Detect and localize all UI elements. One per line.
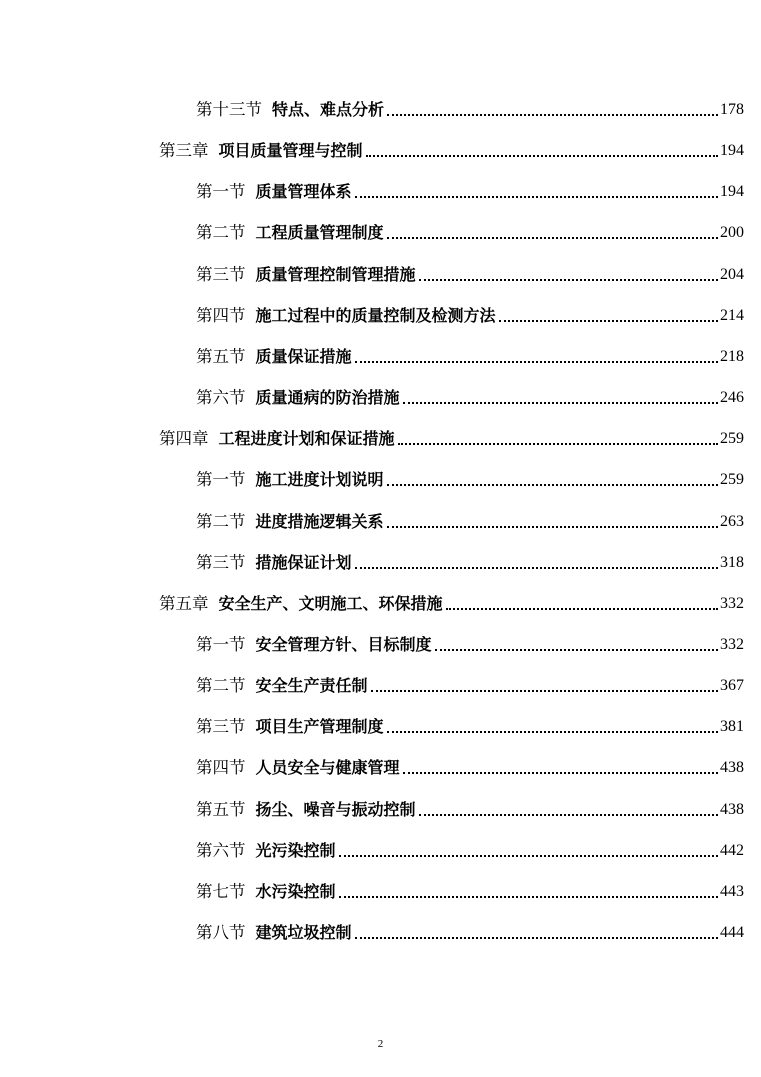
entry-number: 第四节 [196, 758, 246, 777]
dot-leader [387, 484, 718, 486]
entry-page-number: 194 [720, 183, 744, 200]
dot-leader [355, 196, 718, 198]
dot-leader [387, 526, 718, 528]
entry-title: 质量管理体系 [255, 182, 352, 201]
entry-title: 项目生产管理制度 [255, 717, 384, 736]
entry-number: 第一节 [196, 635, 246, 654]
entry-number: 第六节 [196, 388, 246, 407]
entry-title: 安全生产责任制 [255, 676, 368, 695]
entry-number: 第一节 [196, 182, 246, 201]
dot-leader [366, 155, 718, 157]
entry-title: 质量管理控制管理措施 [255, 265, 416, 284]
entry-number: 第八节 [196, 923, 246, 942]
entry-page-number: 246 [720, 389, 744, 406]
entry-title: 扬尘、噪音与振动控制 [255, 800, 416, 819]
dot-leader [371, 690, 718, 692]
entry-page-number: 259 [720, 471, 744, 488]
toc-section-entry[interactable] [196, 304, 744, 326]
entry-number: 第五节 [196, 347, 246, 366]
entry-title: 安全管理方针、目标制度 [255, 635, 432, 654]
toc-section-entry[interactable] [196, 221, 744, 243]
entry-number: 第五章 [159, 594, 209, 613]
entry-number: 第二节 [196, 676, 246, 695]
dot-leader [355, 937, 718, 939]
dot-leader [446, 608, 718, 610]
entry-number: 第四章 [159, 429, 209, 448]
entry-page-number: 194 [720, 142, 744, 159]
toc-section-entry[interactable] [196, 798, 744, 820]
entry-title: 项目质量管理与控制 [218, 141, 363, 160]
toc-section-entry[interactable] [196, 551, 744, 573]
entry-title: 措施保证计划 [255, 553, 352, 572]
toc-section-entry[interactable] [196, 633, 744, 655]
entry-number: 第十三节 [196, 100, 262, 119]
toc-chapter-entry[interactable] [159, 139, 744, 161]
entry-number: 第二节 [196, 223, 246, 242]
entry-page-number: 263 [720, 513, 744, 530]
entry-title: 特点、难点分析 [272, 100, 385, 119]
dot-leader [419, 279, 718, 281]
dot-leader [435, 649, 718, 651]
entry-page-number: 318 [720, 554, 744, 571]
dot-leader [398, 443, 718, 445]
entry-page-number: 214 [720, 307, 744, 324]
toc-section-entry[interactable] [196, 263, 744, 285]
page-number: 2 [377, 1038, 384, 1050]
entry-page-number: 259 [720, 430, 744, 447]
dot-leader [403, 402, 718, 404]
entry-number: 第三节 [196, 553, 246, 572]
dot-leader [387, 731, 718, 733]
toc-section-entry[interactable] [196, 921, 744, 943]
entry-title: 光污染控制 [255, 841, 336, 860]
dot-leader [403, 772, 718, 774]
dot-leader [387, 237, 718, 239]
dot-leader [339, 855, 718, 857]
entry-page-number: 200 [720, 224, 744, 241]
toc-section-entry[interactable] [196, 468, 744, 490]
entry-page-number: 178 [720, 101, 744, 118]
entry-title: 施工进度计划说明 [255, 470, 384, 489]
entry-title: 工程质量管理制度 [255, 223, 384, 242]
toc-section-entry[interactable] [196, 98, 744, 120]
entry-title: 建筑垃圾控制 [255, 923, 352, 942]
entry-number: 第七节 [196, 882, 246, 901]
dot-leader [355, 361, 718, 363]
toc-section-entry[interactable] [196, 880, 744, 902]
entry-title: 水污染控制 [255, 882, 336, 901]
entry-number: 第三节 [196, 717, 246, 736]
toc-section-entry[interactable] [196, 756, 744, 778]
entry-page-number: 367 [720, 677, 744, 694]
toc-chapter-entry[interactable] [159, 592, 744, 614]
entry-title: 人员安全与健康管理 [255, 758, 400, 777]
entry-page-number: 381 [720, 718, 744, 735]
toc-section-entry[interactable] [196, 674, 744, 696]
entry-number: 第六节 [196, 841, 246, 860]
entry-title: 质量保证措施 [255, 347, 352, 366]
entry-page-number: 218 [720, 348, 744, 365]
dot-leader [387, 114, 718, 116]
entry-title: 工程进度计划和保证措施 [218, 429, 395, 448]
entry-title: 安全生产、文明施工、环保措施 [218, 594, 443, 613]
toc-section-entry[interactable] [196, 510, 744, 532]
dot-leader [419, 814, 718, 816]
entry-number: 第三节 [196, 265, 246, 284]
entry-title: 质量通病的防治措施 [255, 388, 400, 407]
toc-section-entry[interactable] [196, 345, 744, 367]
entry-page-number: 204 [720, 266, 744, 283]
entry-number: 第四节 [196, 306, 246, 325]
toc-section-entry[interactable] [196, 386, 744, 408]
entry-page-number: 442 [720, 842, 744, 859]
entry-page-number: 438 [720, 759, 744, 776]
entry-page-number: 438 [720, 801, 744, 818]
entry-title: 进度措施逻辑关系 [255, 512, 384, 531]
entry-page-number: 332 [720, 636, 744, 653]
entry-page-number: 332 [720, 595, 744, 612]
toc-section-entry[interactable] [196, 839, 744, 861]
entry-number: 第三章 [159, 141, 209, 160]
entry-number: 第二节 [196, 512, 246, 531]
dot-leader [339, 896, 718, 898]
dot-leader [499, 320, 718, 322]
entry-page-number: 443 [720, 883, 744, 900]
toc-section-entry[interactable] [196, 180, 744, 202]
dot-leader [355, 567, 718, 569]
toc-section-entry[interactable] [196, 715, 744, 737]
entry-number: 第一节 [196, 470, 246, 489]
entry-title: 施工过程中的质量控制及检测方法 [255, 306, 496, 325]
toc-chapter-entry[interactable] [159, 427, 744, 449]
entry-page-number: 444 [720, 924, 744, 941]
entry-number: 第五节 [196, 800, 246, 819]
